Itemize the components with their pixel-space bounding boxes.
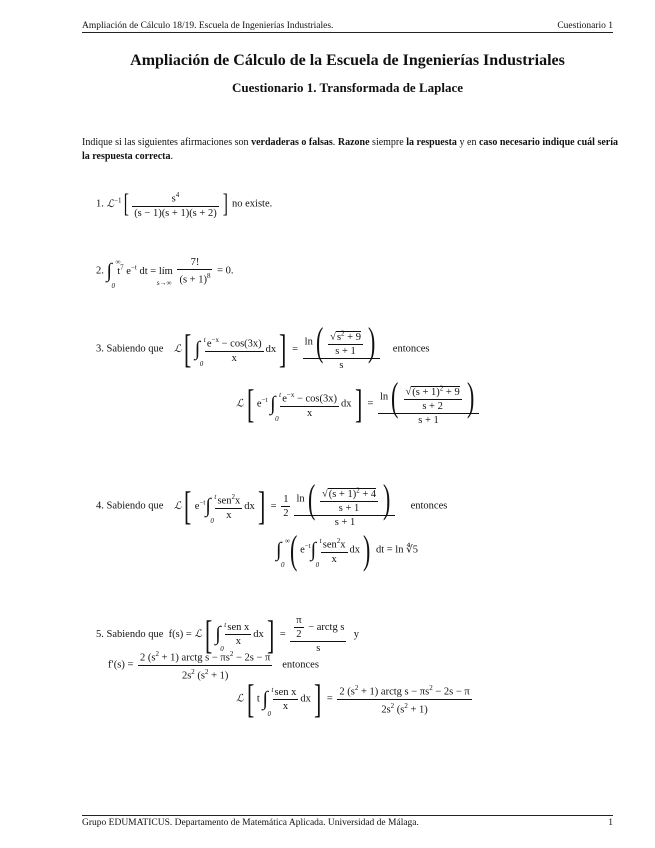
running-header <box>82 21 613 33</box>
document-subtitle: Cuestionario 1. Transformada de Laplace <box>232 80 463 95</box>
intro-text-1: Indique si las siguientes afirmaciones son <box>82 137 252 148</box>
intro-bold-4: caso necesario indique cuál sería la respuesta correcta <box>82 137 619 162</box>
question-2 <box>96 256 234 290</box>
header-right: Cuestionario 1 <box>557 21 613 31</box>
question-result: = ln ∜5 <box>386 544 419 556</box>
question-number: 3. <box>96 343 104 355</box>
question-4-conclusion: ∫ ∞ 0 ( $e^{-t}\int$ t 0 $\frac{sen^2x}{x}$ dx) dt = ln ∜5 <box>276 527 419 573</box>
question-lead: Sabiendo que <box>106 500 164 512</box>
intro-text-2: . <box>332 137 338 148</box>
footer-left: Grupo EDUMATICUS. Departamento de Matemática Aplicada. Universidad de Málaga. <box>82 818 419 828</box>
question-5-derivative: f′(s) = $\frac{2 (s^2 + 1) arctg s - \pi s^2 - 2s - \pi}{2s^2 (s^2 + 1)}$ entonces <box>108 650 319 681</box>
question-lead: Sabiendo que <box>106 343 164 355</box>
question-and: y <box>353 628 359 640</box>
question-number: 5. <box>96 628 104 640</box>
formula: ℒ[ $e^{-t}\int$ t 0 $\frac{sen^2x}{x}$ dx] = $\frac{1}{2}$ ln( $\frac{√(s + 1)^2 + 4}{s + 1}$ ) s + 1 <box>174 501 400 512</box>
header-left: Ampliación de Cálculo 18/19. Escuela de Ingenierías Industriales. <box>82 21 334 31</box>
page-number: 1 <box>608 818 613 828</box>
question-5-conclusion: ℒ[ t ∫ t 0 $\frac{\text{sen x}}{x}$ dx] = $\frac{2 (s^2 + 1) arctg s - \pi s^2 - 2s - \pi}{2s^2 (s^2 + 1)}$ <box>236 676 470 721</box>
question-result: = 0. <box>217 265 234 277</box>
question-then: entonces <box>410 500 448 512</box>
intro-bold-2: Razone <box>337 137 370 148</box>
intro-text-5: . <box>170 151 173 162</box>
intro-bold-1: verdaderas o falsas <box>251 137 333 148</box>
question-then: entonces <box>282 659 319 671</box>
formula: ℒ[ ∫ t 0 $\frac{e^{-x} - \cos(3x)}{x}$ dx] = ln( $\frac{√s^2 + 9}{s + 1}$ ) s <box>174 344 385 355</box>
question-3 <box>96 319 430 372</box>
intro-bold-3: la respuesta <box>406 137 457 148</box>
running-footer <box>82 815 613 828</box>
question-then: entonces <box>392 343 430 355</box>
document-title: Ampliación de Cálculo de la Escuela de Ingenierías Industriales <box>130 52 565 69</box>
intro-text-4: y en <box>456 137 479 148</box>
intro-text-3: siempre <box>369 137 407 148</box>
question-number: 1. <box>96 198 104 210</box>
question-number: 4. <box>96 500 104 512</box>
question-number: 2. <box>96 265 104 277</box>
formula: ℒ$^{-1}$[ $\frac{s^4}{(s - 1)(s + 1)(s + 2)}$ ] <box>106 189 228 219</box>
question-tail: no existe. <box>232 198 273 210</box>
instructions-paragraph <box>82 136 618 164</box>
question-1 <box>96 189 272 220</box>
formula: f(s) = ℒ[ ∫ t 0 $\frac{\text{sen x}}{x}$ dx] = $\frac{\pi}{2}$ − arctg s s <box>168 611 345 657</box>
question-3-conclusion: ℒ[ $e^{-t}$ ∫ t 0 $\frac{e^{-x} - \cos(3x)}{x}$ dx] = ln( $\frac{√(s + 1)^2 + 9}{s + 2}$ ) s + 1 <box>236 382 481 427</box>
formula: ∫ ∞ 0 $t^7$ $e^{-t}$ dt = lím s→∞ $\frac{7!}{(s + 1)^8}$ <box>106 257 211 290</box>
question-4 <box>96 476 448 529</box>
question-lead: Sabiendo que <box>106 628 164 640</box>
